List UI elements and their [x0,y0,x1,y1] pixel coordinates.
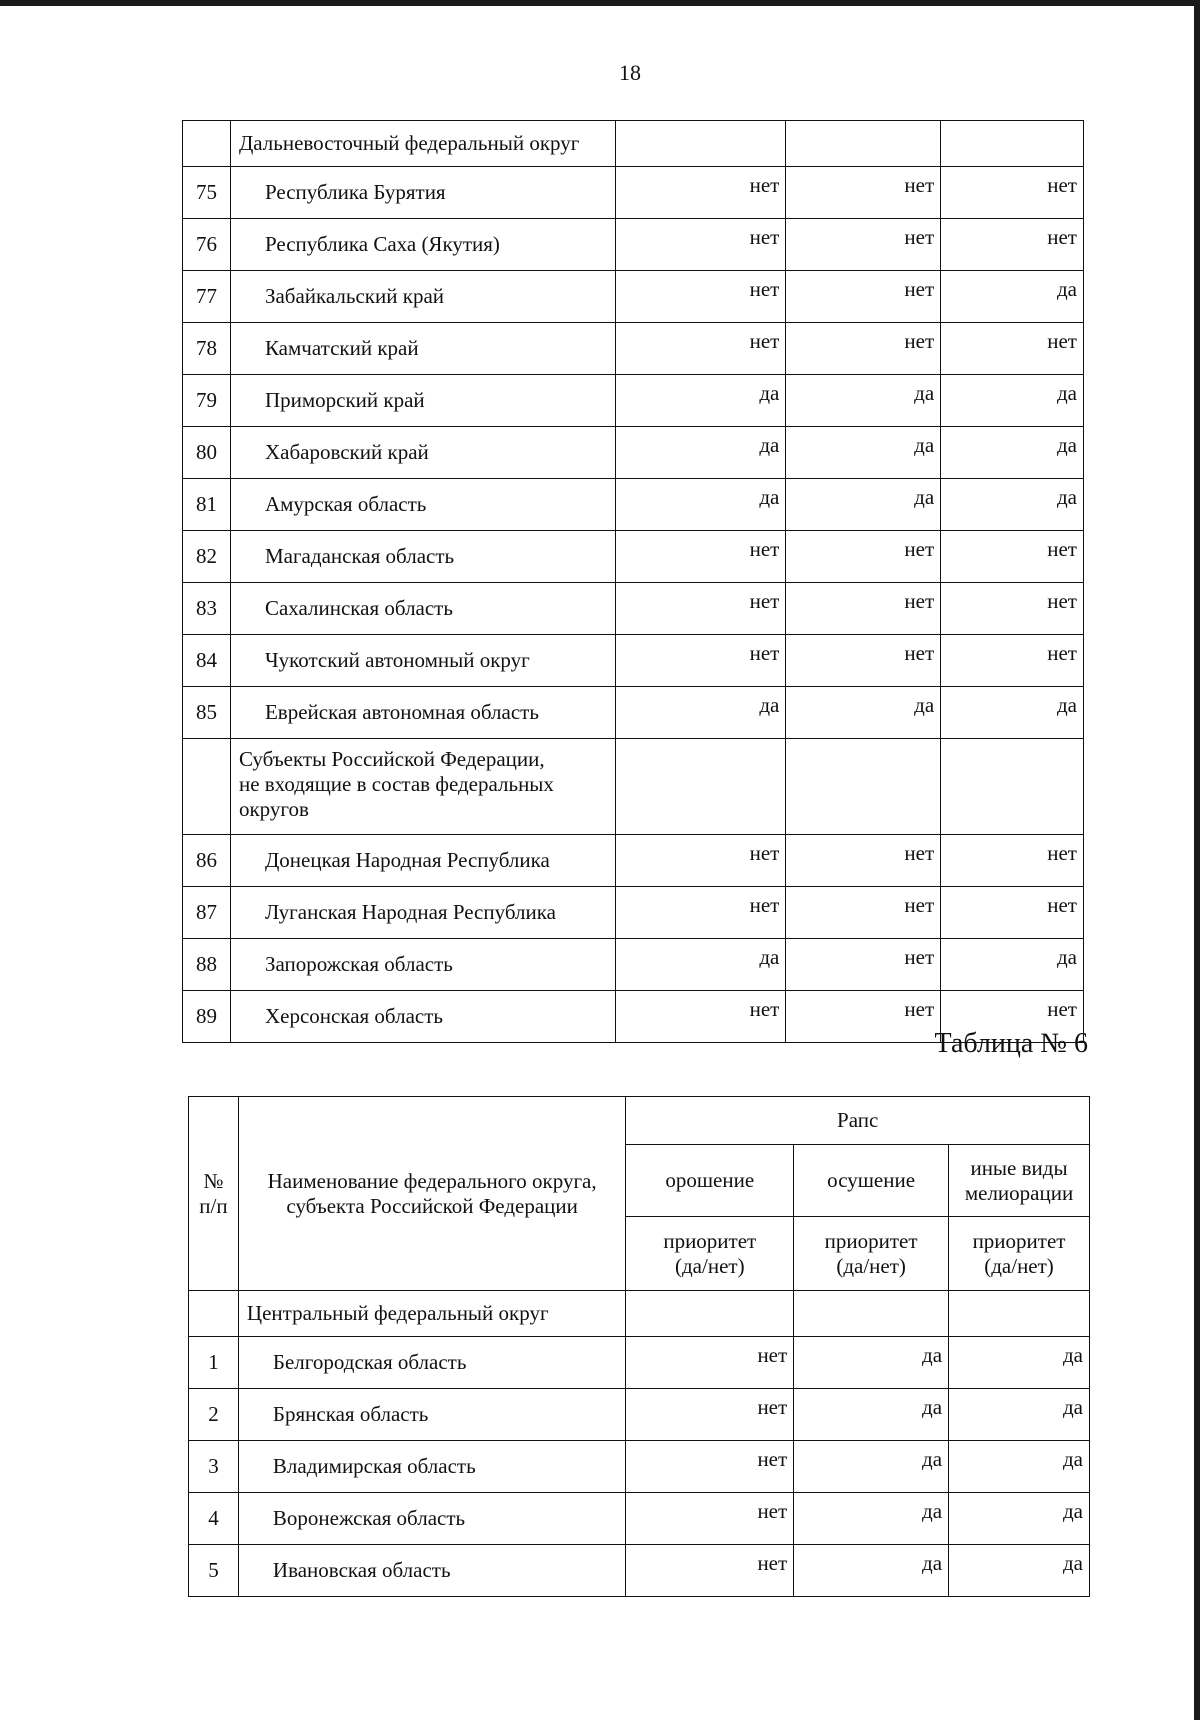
header-num: № п/п [189,1097,239,1291]
region-name: Приморский край [230,375,615,427]
section-row [189,1291,1090,1337]
value-irrigation: нет [615,991,786,1043]
value-drainage: да [786,375,941,427]
table-row [189,1493,1090,1545]
header-name: Наименование федерального округа, субъекта Российской Федерации [238,1097,625,1291]
value-other: нет [941,167,1084,219]
row-number: 79 [183,375,231,427]
row-number: 84 [183,635,231,687]
section-row [183,121,1084,167]
value-drainage: да [794,1389,949,1441]
value-other: да [949,1337,1090,1389]
header-other-melioration: иные виды мелиорации [949,1145,1090,1217]
table-row [189,1441,1090,1493]
value-other: да [941,479,1084,531]
table-row [183,323,1084,375]
table-row [183,939,1084,991]
row-number: 86 [183,835,231,887]
value-other: да [949,1389,1090,1441]
region-name: Магаданская область [230,531,615,583]
row-number: 88 [183,939,231,991]
value-drainage: да [794,1441,949,1493]
header-priority: приоритет (да/нет) [626,1217,794,1291]
region-name: Донецкая Народная Республика [230,835,615,887]
region-name: Сахалинская область [230,583,615,635]
region-name: Еврейская автономная область [230,687,615,739]
page-number: 18 [619,60,641,85]
row-number: 4 [189,1493,239,1545]
value-other: нет [941,583,1084,635]
header-priority: приоритет (да/нет) [794,1217,949,1291]
value-irrigation: да [615,939,786,991]
value-irrigation: да [615,375,786,427]
value-irrigation: нет [615,635,786,687]
table-row [183,167,1084,219]
value-other: да [941,375,1084,427]
value-drainage: да [794,1545,949,1597]
row-number: 76 [183,219,231,271]
empty-cell [949,1291,1090,1337]
value-other: нет [941,635,1084,687]
value-drainage: да [794,1337,949,1389]
value-irrigation: нет [626,1441,794,1493]
region-name: Брянская область [238,1389,625,1441]
value-other: да [949,1545,1090,1597]
value-other: да [941,427,1084,479]
region-name: Луганская Народная Республика [230,887,615,939]
region-name: Республика Саха (Якутия) [230,219,615,271]
value-irrigation: нет [615,835,786,887]
empty-cell [626,1291,794,1337]
value-irrigation: нет [615,887,786,939]
value-drainage: да [786,427,941,479]
value-other: нет [941,531,1084,583]
region-name: Владимирская область [238,1441,625,1493]
table-row [189,1545,1090,1597]
table-row [183,375,1084,427]
value-drainage: нет [786,991,941,1043]
value-other: нет [941,323,1084,375]
value-irrigation: нет [615,271,786,323]
value-irrigation: нет [615,219,786,271]
value-irrigation: нет [626,1389,794,1441]
value-other: да [941,687,1084,739]
value-irrigation: нет [615,323,786,375]
section-row [183,739,1084,835]
empty-cell [941,121,1084,167]
row-number: 85 [183,687,231,739]
value-other: да [949,1493,1090,1545]
value-irrigation: нет [626,1337,794,1389]
value-irrigation: нет [615,531,786,583]
value-drainage: нет [786,635,941,687]
value-drainage: да [786,687,941,739]
table-caption: Таблица № 6 [934,1028,1088,1059]
value-drainage: нет [786,167,941,219]
value-other: да [941,271,1084,323]
table-row [183,219,1084,271]
region-name: Ивановская область [238,1545,625,1597]
header-drainage: осушение [794,1145,949,1217]
region-name: Забайкальский край [230,271,615,323]
section-title: Центральный федеральный округ [238,1291,625,1337]
row-number: 1 [189,1337,239,1389]
page-frame-top [0,0,1200,6]
value-irrigation: нет [615,583,786,635]
value-drainage: нет [786,219,941,271]
region-name: Амурская область [230,479,615,531]
value-drainage: нет [786,583,941,635]
value-irrigation: да [615,427,786,479]
row-number: 83 [183,583,231,635]
rapeseed-priority-table [188,1096,1090,1597]
value-other: нет [941,991,1084,1043]
table-row [189,1337,1090,1389]
table-row [183,427,1084,479]
section-title: Дальневосточный федеральный округ [230,121,615,167]
region-name: Воронежская область [238,1493,625,1545]
empty-cell [615,739,786,835]
value-other: да [941,939,1084,991]
value-other: нет [941,219,1084,271]
row-number: 77 [183,271,231,323]
row-number: 89 [183,991,231,1043]
row-number: 5 [189,1545,239,1597]
table-row [183,583,1084,635]
table-row [183,835,1084,887]
table-row [183,635,1084,687]
value-drainage: нет [786,323,941,375]
region-name: Хабаровский край [230,427,615,479]
regions-table-continued [182,120,1084,1043]
empty-cell [786,739,941,835]
empty-cell [183,121,231,167]
empty-cell [189,1291,239,1337]
table-row [189,1389,1090,1441]
row-number: 75 [183,167,231,219]
value-irrigation: нет [615,167,786,219]
region-name: Чукотский автономный округ [230,635,615,687]
section-title: Субъекты Российской Федерации, не входящие в состав федеральных округов [230,739,615,835]
row-number: 80 [183,427,231,479]
value-drainage: нет [786,271,941,323]
value-irrigation: нет [626,1493,794,1545]
header-crop: Рапс [626,1097,1090,1145]
value-drainage: да [786,479,941,531]
region-name: Белгородская область [238,1337,625,1389]
header-irrigation: орошение [626,1145,794,1217]
table-row [183,271,1084,323]
value-irrigation: да [615,687,786,739]
row-number: 2 [189,1389,239,1441]
value-drainage: нет [786,887,941,939]
empty-cell [183,739,231,835]
region-name: Республика Бурятия [230,167,615,219]
empty-cell [941,739,1084,835]
row-number: 78 [183,323,231,375]
header-priority: приоритет (да/нет) [949,1217,1090,1291]
value-other: нет [941,887,1084,939]
value-drainage: нет [786,835,941,887]
table-row [183,687,1084,739]
empty-cell [786,121,941,167]
region-name: Камчатский край [230,323,615,375]
value-drainage: да [794,1493,949,1545]
value-drainage: нет [786,531,941,583]
empty-cell [794,1291,949,1337]
row-number: 3 [189,1441,239,1493]
row-number: 87 [183,887,231,939]
table-row [183,887,1084,939]
region-name: Херсонская область [230,991,615,1043]
table-row [183,531,1084,583]
value-other: нет [941,835,1084,887]
row-number: 82 [183,531,231,583]
empty-cell [615,121,786,167]
page-frame-right [1194,0,1200,1720]
value-other: да [949,1441,1090,1493]
value-irrigation: нет [626,1545,794,1597]
table-row [183,479,1084,531]
row-number: 81 [183,479,231,531]
value-drainage: нет [786,939,941,991]
region-name: Запорожская область [230,939,615,991]
value-irrigation: да [615,479,786,531]
